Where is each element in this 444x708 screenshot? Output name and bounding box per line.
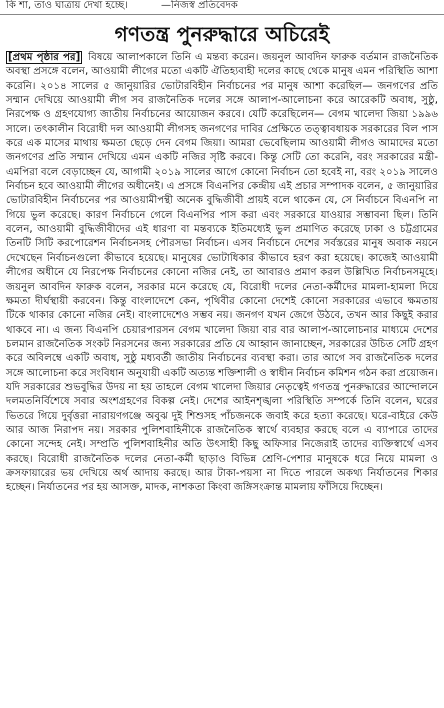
previous-article-fragment [0, 0, 444, 15]
continuation-marker: [প্রথম পৃষ্ঠার পর] [8, 52, 81, 63]
article-text: বিষয়ে আলাপকালে তিনি এ মন্তব্য করেন। জয়নুল আবদিন ফারুক বর্তমান রাজনৈতিক অবস্থা প্রসঙ্গে বলেন, আওয়ামী লীগের মতো একটি ঐতিহ্যবাহী দলের কাছে থেকে মানুষ এমন পরিস্থিতি আশা করেনি। ২০১৪ সালের ৫ জানুয়ারির ভোটারবিহীন নির্বাচনের পর মানুষ আশা করেছিল— জনগণের প্রতি সম্মান দেখিয়ে আওয়ামী লীগ সব রাজনৈতিক দলের সঙ্গে আলাপ-আলোচনা করে আরেকটি অবাধ, সুষ্ঠু, নিরপেক্ষ ও গ্রহণযোগ্য জাতীয় নির্বাচনের আয়োজন করবে। যেটি করেছিলেন— বেগম খালেদা জিয়া ১৯৯৬ সালে। তৎকালীন বিরোধী দল আওয়ামী লীগসহ জনগণের দাবির প্রেক্ষিতে তত্ত্বাবধায়ক সরকারের বিল পাস করে এক মাসের মাথায় ক্ষমতা ছেড়ে দেন বেগম জিয়া। আমরা ভেবেছিলাম আওয়ামী লীগও আমাদের মতো জনগণের প্রতি সম্মান দেখিয়ে এমন একটি নজির সৃষ্টি করবে। কিন্তু সেটি তো করেনি, বরং সরকারের মন্ত্রী-এমপিরা বলে বেড়াচ্ছেন যে, আগামী ২০১৯ সালের আগে কোনো নির্বাচন তো হবেই না, বরং ২০১৯ সালেও নির্বাচন হবে আওয়ামী লীগের অধীনেই। এ প্রসঙ্গে বিএনপির কেন্দ্রীয় এই প্রচার সম্পাদক বলেন, ৫ জানুয়ারির ভোটারবিহীন নির্বাচনের পর আওয়ামীপন্থী অনেক বুদ্ধিজীবী প্রায়ই বলে থাকেন যে, সে নির্বাচনে বিএনপি না গিয়ে ভুল করেছে। কারণ নির্বাচনে গেলে বিএনপির পাস করা এবং সরকারে যাওয়ার সম্ভাবনা ছিল। তিনি বলেন, আওয়ামী বুদ্ধিজীবীদের এই ধারণা বা মন্তব্যকে ইতিমধ্যেই ভুল প্রমাণিত করেছে ঢাকা ও চট্টগ্রামের তিনটি সিটি করপোরেশন নির্বাচনসহ পৌরসভা নির্বাচন। এসব নির্বাচনে দেশের সর্বস্তরের মানুষ অবাক নয়নে দেখেছেন নির্বাচনগুলো কীভাবে হয়েছে। মানুষের ভোটাধিকার কীভাবে হরণ করা হয়েছে। কাজেই আওয়ামী লীগের অধীনে যে নিরপেক্ষ নির্বাচনের কোনো নজির নেই, তা আবারও প্রমাণ করল উল্লিখিত নির্বাচনসমূহে। জয়নুল আবদিন ফারুক বলেন, সরকার মনে করেছে যে, বিরোধী দলের নেতা-কর্মীদের মামলা-হামলা দিয়ে ক্ষমতা দীর্ঘস্থায়ী করবেন। কিন্তু বাংলাদেশে কেন, পৃথিবীর কোনো দেশেই কোনো সরকারের এভাবে ক্ষমতায় টিকে থাকার কোনো নজির নেই। বাংলাদেশেও সম্ভব নয়। জনগণ যখন জেগে উঠবে, তখন আর কিছুই করার থাকবে না। এ জন্য বিএনপি চেয়ারপারসন বেগম খালেদা জিয়া বার বার আলাপ-আলোচনার মাধ্যমে দেশের চলমান রাজনৈতিক সংকট নিরসনের জন্য সরকারের প্রতি যে আহ্বান জানাচ্ছেন, সরকারের উচিত সেটি গ্রহণ করে অবিলম্বে একটি অবাধ, সুষ্ঠু মধ্যবর্তী জাতীয় নির্বাচনের ব্যবস্থা করা। তার আগে সব রাজনৈতিক দলের সঙ্গে আলোচনা করে সংবিধান অনুযায়ী একটি অত্যন্ত শক্তিশালী ও স্বাধীন নির্বাচন কমিশন গঠন করা প্রয়োজন। যদি সরকারের শুভবুদ্ধির উদয় না হয় তাহলে বেগম খালেদা জিয়ার নেতৃত্বেই গণতন্ত্র পুনরুদ্ধারের আন্দোলনে দলমতনির্বিশেষে সবার অংশগ্রহণের বিকল্প নেই। দেশের আইনশৃঙ্খলা পরিস্থিতি সম্পর্কে তিনি বলেন, ঘরের ভিতরে গিয়ে দুর্বৃত্তরা নারায়ণগঞ্জে অবুঝ দুই শিশুসহ পাঁচজনকে জবাই করে হত্যা করেছে। ঘরে-বাইরে কেউ আর আজ নিরাপদ নয়। সরকার পুলিশবাহিনীকে রাজনৈতিক স্বার্থে ব্যবহার করছে বলে এ ব্যাপারে তাদের কোনো সন্দেহ নেই। সম্প্রতি পুলিশবাহিনীর অতি উৎসাহী কিছু অফিসার নিজেরাই তাদের ব্যক্তিস্বার্থে এসব করছে। বিরোধী রাজনৈতিক দলের নেতা-কর্মী ছাড়াও বিভিন্ন শ্রেণি-পেশার মানুষকে ধরে নিয়ে মামলা ও ক্রসফায়ারের ভয় দেখিয়ে অর্থ আদায় করছে। আর টাকা-পয়সা না দিতে পারলে অকথ্য নির্যাতনের শিকার হচ্ছেন। নির্যাতনের পর হয় আসক্ত, মাদক, নাশকতা কিংবা জঙ্গিসংক্রান্ত মামলায় ফাঁসিয়ে দিচ্ছেন। [6, 52, 438, 494]
article-headline: গণতন্ত্র পুনরুদ্ধারে অচিরেই [114, 22, 330, 46]
byline: —নিজস্ব প্রতিবেদক [161, 0, 238, 11]
article-body [6, 51, 438, 496]
previous-article-text: কি শা, তাও ঘাত্রায় দেখা হচ্ছে। [6, 0, 128, 11]
